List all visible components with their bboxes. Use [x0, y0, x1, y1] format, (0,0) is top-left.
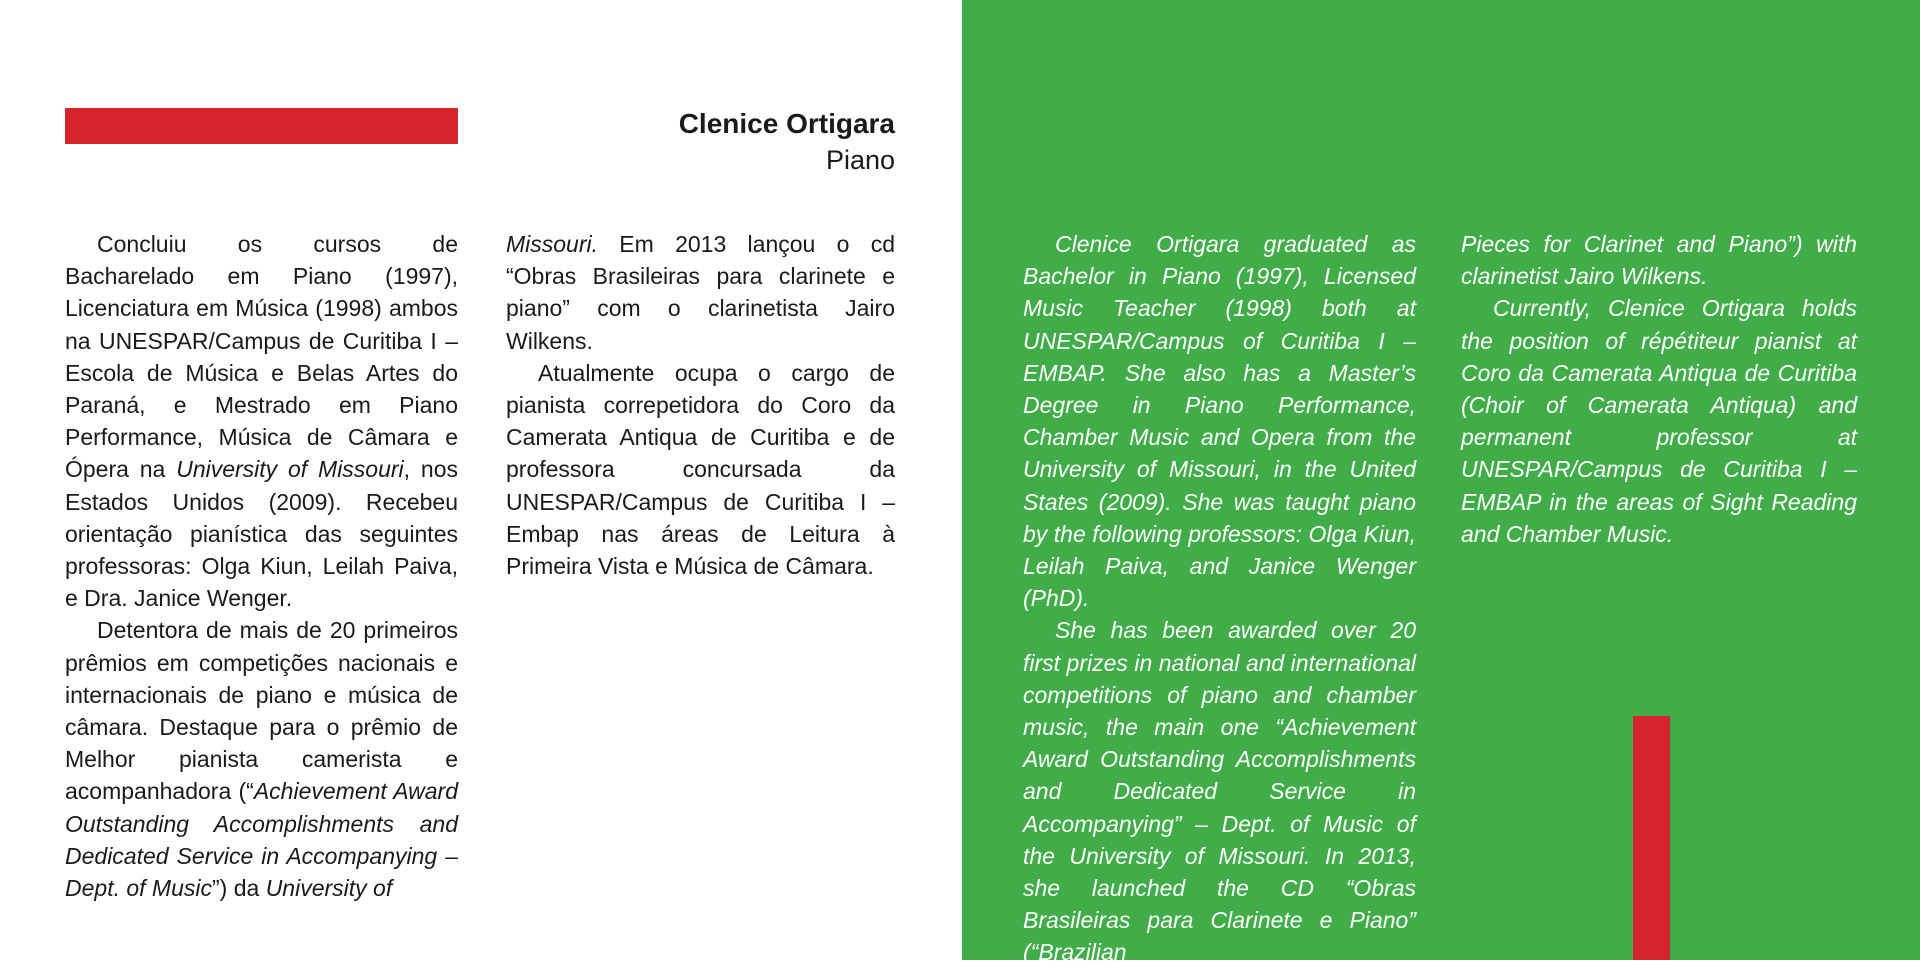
artist-name: Clenice Ortigara — [678, 108, 895, 139]
portuguese-column-2 — [506, 228, 895, 582]
pt-university-name-2a: University of — [265, 875, 393, 902]
en-paragraph-2-continued: Pieces for Clarinet and Piano”) with clarinetist Jairo Wilkens. — [1461, 231, 1857, 290]
pt-paragraph-3: Atualmente ocupa o cargo de pianista correpetidora do Coro da Camerata Antiqua de Curitiba e de professora concursada da UNESPAR/Campus de Curitiba I – Embap nas áreas de Leitura à Primeira Vista e Música de Câmara. — [506, 359, 895, 580]
pt-university-name-2b: Missouri. — [506, 231, 599, 257]
pt-paragraph-2-continued: Missouri. Em 2013 lançou o cd “Obras Brasileiras para clarinete e piano” com o clarinetista Jairo Wilkens. — [506, 231, 895, 354]
en-paragraph-1: Clenice Ortigara graduated as Bachelor in Piano (1997), Licensed Music Teacher (1998) both at UNESPAR/Campus of Curitiba I – EMBAP. She also has a Master’s Degree in Piano Performance, Chamber Music and Opera from the University of Missouri, in the United States (2009). She was taught piano by the following professors: Olga Kiun, Leilah Paiva, and Janice Wenger (PhD). — [1023, 231, 1416, 612]
en-paragraph-3: Currently, Clenice Ortigara holds the position of répétiteur pianist at Coro da Camerata Antiqua de Curitiba (Choir of Camerata Antiqua) and permanent professor at UNESPAR/Campus de Curitiba I – EMBAP in the areas of Sight Reading and Chamber Music. — [1461, 295, 1857, 547]
pt-university-name: University of Missouri — [176, 456, 404, 483]
portuguese-column-1 — [65, 228, 458, 904]
red-accent-bar-top — [65, 108, 458, 144]
english-column-1 — [1023, 228, 1416, 969]
en-paragraph-2: She has been awarded over 20 first prizes in national and international competitions of piano and chamber music, the main one “Achievement Award Outstanding Accomplishments and Dedicated Service in Accompanying” – Dept. of Music of the University of Missouri. In 2013, she launched the CD “Obras Brasileiras para Clarinete e Piano” (“Brazilian — [1023, 617, 1416, 966]
artist-heading — [679, 106, 895, 178]
pt-paragraph-2: Detentora de mais de 20 primeiros prêmios em competições nacionais e internacionais de piano e música de câmara. Destaque para o prêmio de Melhor pianista camerista e acompanhadora (“Achievement Award Outstanding Accomplishments and Dedicated Service in Accompanying – Dept. of Music”) da University of — [65, 617, 458, 902]
english-column-2 — [1461, 228, 1857, 550]
pt-award-name: Achievement Award Outstanding Accomplishments and Dedicated Service in Accompanying – Dept. of Music — [65, 778, 458, 902]
artist-instrument: Piano — [825, 145, 895, 175]
pt-paragraph-1: Concluiu os cursos de Bacharelado em Piano (1997), Licenciatura em Música (1998) ambos na UNESPAR/Campus de Curitiba I – Escola de Música e Belas Artes do Paraná, e Mestrado em Piano Performance, Música de Câmara e Ópera na University of Missouri, nos Estados Unidos (2009). Recebeu orientação pianística das seguintes professoras: Olga Kiun, Leilah Paiva, e Dra. Janice Wenger. — [65, 231, 458, 612]
red-accent-bar-vertical — [1633, 716, 1670, 960]
